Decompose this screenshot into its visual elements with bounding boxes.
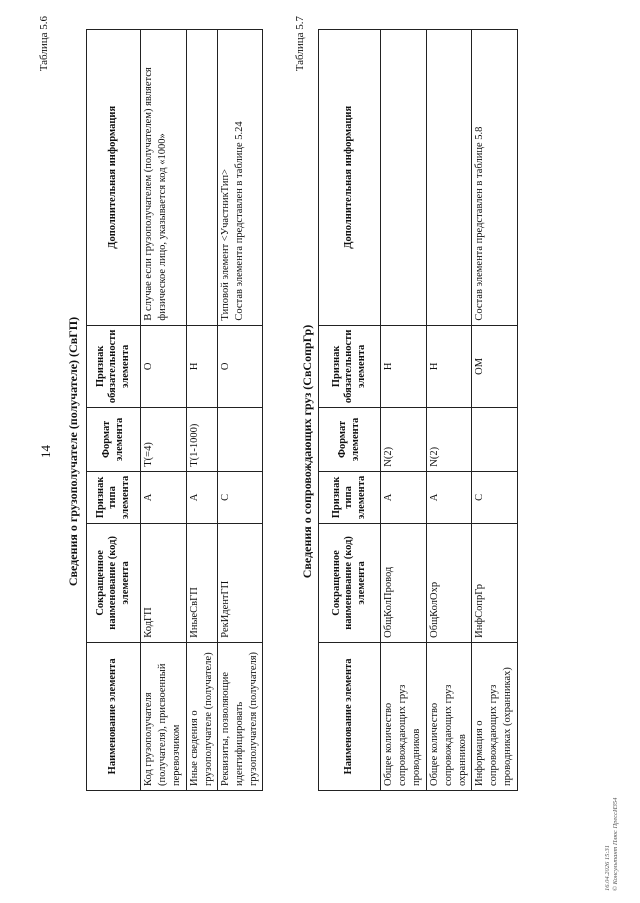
table1 — [86, 29, 263, 791]
stamp-line: © Консультант Плюс ПрессИ354 — [611, 797, 619, 891]
table1-header-cell: Дополнительная информация — [87, 30, 141, 326]
table-cell: Н — [381, 325, 427, 408]
table-cell: Код грузополучателя (получателя), присвоенный перевозчиком — [141, 642, 187, 790]
table2-header-cell: Признак обязательности элемента — [319, 325, 381, 408]
table2-header-row — [319, 30, 381, 791]
table-row — [141, 30, 187, 791]
table2-header-cell: Сокращенное наименование (код) элемента — [319, 524, 381, 643]
table-cell: А — [381, 471, 427, 523]
table-cell: Типовой элемент <УчастникТип> Состав элемента представлен в таблице 5.24 — [217, 30, 263, 326]
table-cell — [472, 408, 518, 472]
table1-header-cell: Сокращенное наименование (код) элемента — [87, 524, 141, 643]
table2-header-cell: Формат элемента — [319, 408, 381, 472]
table-cell: N(2) — [381, 408, 427, 472]
table1-header-cell: Наименование элемента — [87, 642, 141, 790]
table-cell: А — [426, 471, 472, 523]
table-row — [186, 30, 217, 791]
table-cell: Общее количество сопровождающих груз проводников — [381, 642, 427, 790]
table-cell: ОбщКолПровод — [381, 524, 427, 643]
table-cell: N(2) — [426, 408, 472, 472]
table-cell: ОМ — [472, 325, 518, 408]
table-cell: ИнфСопрГр — [472, 524, 518, 643]
table1-title: Сведения о грузополучателе (получателе) (СвГП) — [66, 316, 80, 587]
table-cell: Общее количество сопровождающих груз охранников — [426, 642, 472, 790]
table-row — [381, 30, 427, 791]
table-cell: Т(=4) — [141, 408, 187, 472]
table-row — [217, 30, 263, 791]
table2-header-cell: Наименование элемента — [319, 642, 381, 790]
table-cell: А — [141, 471, 187, 523]
table1-header-cell: Признак обязательности элемента — [87, 325, 141, 408]
table-cell — [217, 408, 263, 472]
table1-header-cell: Признак типа элемента — [87, 471, 141, 523]
stamp-line: 16.04.2026 15:31 — [604, 844, 611, 891]
table-cell: В случае если грузополучателем (получателем) является физическое лицо, указывается код «1000» — [141, 30, 187, 326]
table-cell: ОбщКолОхр — [426, 524, 472, 643]
table1-header-row — [87, 30, 141, 791]
table-cell: А — [186, 471, 217, 523]
table-cell: Иные сведения о грузополучателе (получателе) — [186, 642, 217, 790]
table2-header-cell: Признак типа элемента — [319, 471, 381, 523]
table-row — [426, 30, 472, 791]
table1-label: Таблица 5.6 — [38, 16, 50, 72]
table-cell: Т(1-1000) — [186, 408, 217, 472]
table-cell: С — [217, 471, 263, 523]
table-row — [472, 30, 518, 791]
table2-label: Таблица 5.7 — [294, 16, 306, 72]
table-cell: ИныеСвГП — [186, 524, 217, 643]
table2 — [318, 29, 518, 791]
table-cell: О — [141, 325, 187, 408]
table2-title: Сведения о сопровождающих груз (СвСопрГр) — [300, 324, 314, 579]
table-cell: Реквизиты, позволяющие идентифицировать грузополучателя (получателя) — [217, 642, 263, 790]
table-cell — [381, 30, 427, 326]
table-cell: РекИдентГП — [217, 524, 263, 643]
table2-header-cell: Дополнительная информация — [319, 30, 381, 326]
table-cell: Состав элемента представлен в таблице 5.8 — [472, 30, 518, 326]
document-stamp — [604, 798, 620, 891]
table1-header-cell: Формат элемента — [87, 408, 141, 472]
table-cell: КодГП — [141, 524, 187, 643]
table-cell: Информация о сопровождающих груз проводниках (охранниках) — [472, 642, 518, 790]
table-cell: Н — [426, 325, 472, 408]
page-number: 14 — [38, 445, 53, 458]
table-cell: С — [472, 471, 518, 523]
table-cell — [426, 30, 472, 326]
table-cell — [186, 30, 217, 326]
table-cell: Н — [186, 325, 217, 408]
table-cell: О — [217, 325, 263, 408]
